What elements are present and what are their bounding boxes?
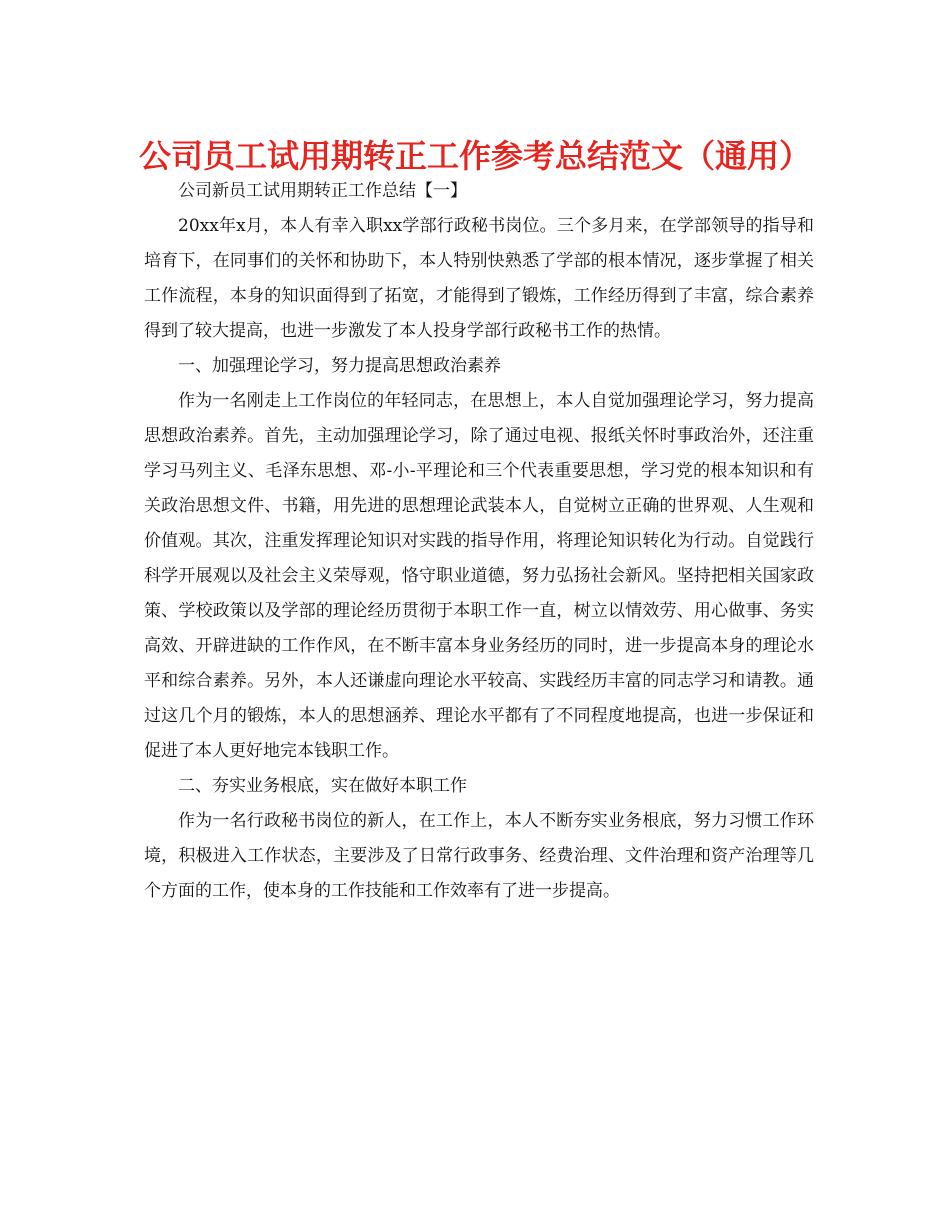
body-paragraph: 20xx年x月，本人有幸入职xx学部行政秘书岗位。三个多月来，在学部领导的指导和培育下，在同事们的关怀和协助下，本人特别快熟悉了学部的根本情况，逐步掌握了相关工作流程，本身的知识面得到了拓宽，才能得到了锻炼，工作经历得到了丰富，综合素养得到了较大提高，也进一步激发了本人投身学部行政秘书工作的热情。	[144, 216, 814, 341]
document-body	[144, 174, 814, 909]
document-title: 公司员工试用期转正工作参考总结范文（通用）	[138, 137, 811, 175]
body-paragraph: 作为一名行政秘书岗位的新人，在工作上，本人不断夯实业务根底，努力习惯工作环境，积极进入工作状态，主要涉及了日常行政事务、经费治理、文件治理和资产治理等几个方面的工作，使本身的工作技能和工作效率有了进一步提高。	[144, 811, 814, 901]
section-heading-2: 一、加强理论学习，努力提高思想政治素养	[178, 356, 501, 376]
section-heading-3: 二、夯实业务根底，实在做好本职工作	[178, 776, 467, 796]
section-heading-1: 公司新员工试用期转正工作总结【一】	[178, 181, 467, 201]
body-paragraph: 作为一名刚走上工作岗位的年轻同志，在思想上，本人自觉加强理论学习，努力提高思想政治素养。首先，主动加强理论学习，除了通过电视、报纸关怀时事政治外，还注重学习马列主义、毛泽东思想、邓-小-平理论和三个代表重要思想，学习党的根本知识和有关政治思想文件、书籍，用先进的思想理论武装本人，自觉树立正确的世界观、人生观和价值观。其次，注重发挥理论知识对实践的指导作用，将理论知识转化为行动。自觉践行科学开展观以及社会主义荣辱观，恪守职业道德，努力弘扬社会新风。坚持把相关国家政策、学校政策以及学部的理论经历贯彻于本职工作一直，树立以情效劳、用心做事、务实高效、开辟进缺的工作作风，在不断丰富本身业务经历的同时，进一步提高本身的理论水平和综合素养。另外，本人还谦虚向理论水平较高、实践经历丰富的同志学习和请教。通过这几个月的锻炼，本人的思想涵养、理论水平都有了不同程度地提高，也进一步保证和促进了本人更好地完本钱职工作。	[144, 391, 814, 761]
